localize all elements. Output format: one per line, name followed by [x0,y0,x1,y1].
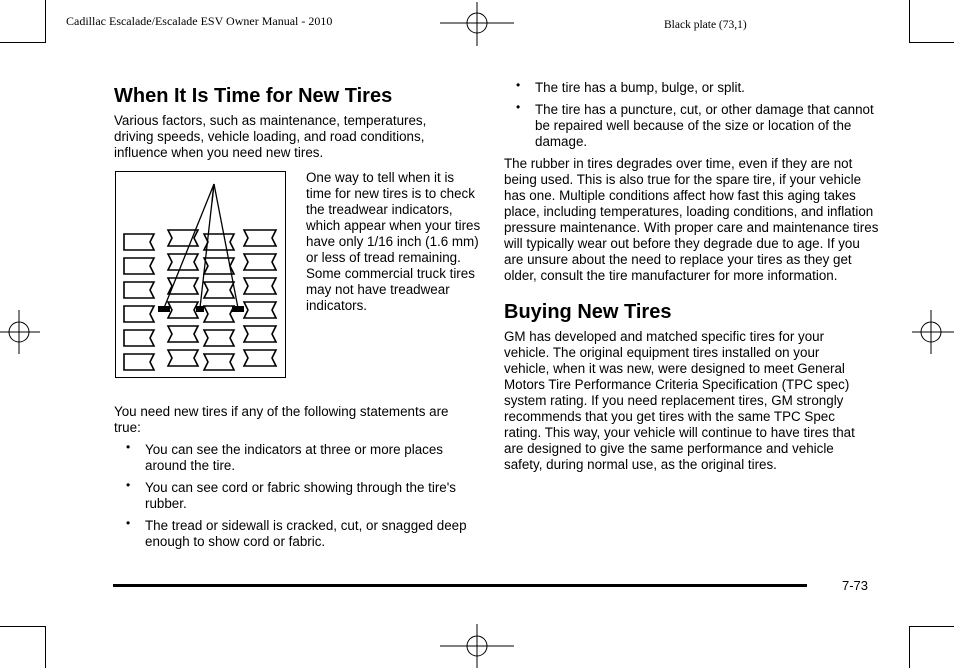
tread-indicator-figure [115,171,286,378]
footer-rule [113,584,807,587]
list-item: • The tire has a bump, bulge, or split. [516,78,745,95]
crop-mark [45,0,46,42]
page-number: 7-73 [842,578,869,593]
bullet-icon: • [126,516,131,530]
list-item: • You can see cord or fabric showing through the tire's rubber. [126,478,456,511]
bullet-icon: • [516,78,521,92]
bullet-icon: • [516,100,521,114]
crop-mark [45,626,46,668]
registration-mark-left [0,310,40,354]
crop-mark [909,42,954,43]
list-item: • The tread or sidewall is cracked, cut, or snagged deep enough to show cord or fabric. [126,516,467,549]
crop-mark [909,0,910,42]
left-bullet-list [114,442,484,550]
registration-mark-right [912,310,954,354]
crop-mark [0,42,46,43]
manual-title: Cadillac Escalade/Escalade ESV Owner Manual - 2010 [66,14,333,28]
crop-mark [909,626,954,627]
section-heading-buying-tires: Buying New Tires [504,301,672,323]
tire-tread-illustration [116,172,285,377]
crop-mark [909,626,910,668]
registration-mark-top [440,2,514,46]
section-heading-new-tires: When It Is Time for New Tires [114,85,393,107]
list-item: • The tire has a puncture, cut, or other damage that cannot be repaired well because of the size or location of the damage. [516,100,874,149]
left-statements [114,404,484,550]
gm-tires-paragraph: GM has developed and matched specific tires for your vehicle. The original equipment tires installed on your vehicle, when it was new, were designed to meet General Motors Tire Performance Criteria Specification (TPC spec) system rating. If you need replacement tires, GM strongly recommends that you get tires with the same TPC Spec rating. This way, your vehicle will continue to have tires that are designed to give the same performance and vehicle safety, during normal use, as the original tires. [504,329,855,472]
right-bullet-list [504,80,879,150]
list-item: • You can see the indicators at three or more places around the tire. [126,440,443,473]
right-column [504,80,879,473]
intro-paragraph: Various factors, such as maintenance, temperatures, driving speeds, vehicle loading, and road conditions, influence when you need new tires. [114,113,427,160]
registration-mark-bottom [440,624,514,668]
bullet-icon: • [126,478,131,492]
left-column [114,84,484,161]
bullet-icon: • [126,440,131,454]
tire-aging-paragraph: The rubber in tires degrades over time, even if they are not being used. This is also true for the spare tire, if your vehicle has one. Multiple conditions affect how fast this aging takes place, including temperatures, loading conditions, and inflation pressure maintenance. With proper care and maintenance tires will typically wear out before they degrade due to age. If you are unsure about the need to replace your tires as they get older, consult the tire manufacturer for more information. [504,156,879,283]
plate-label: Black plate (73,1) [664,19,747,31]
crop-mark [0,626,46,627]
statement-intro: You need new tires if any of the following statements are true: [114,404,449,435]
treadwear-indicator-text: One way to tell when it is time for new tires is to check the treadwear indicators, which appear when your tires have only 1/16 inch (1.6 mm) or less of tread remaining. Some commercial truck tires may not have treadwear indicators. [306,170,481,313]
